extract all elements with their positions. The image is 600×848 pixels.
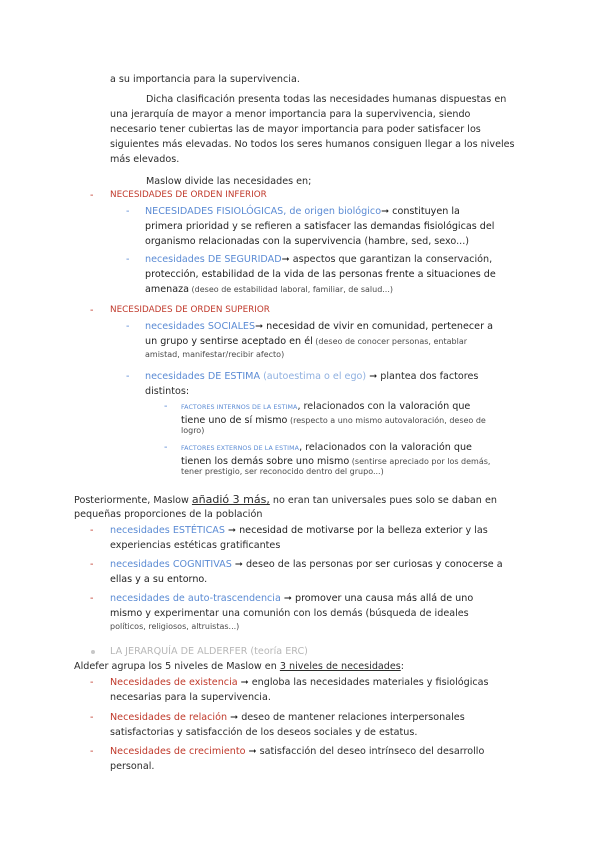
intro-line-7: Maslow divide las necesidades en; bbox=[146, 176, 312, 187]
relacion-label: Necesidades de relación bbox=[110, 712, 228, 723]
dash-marker: - bbox=[90, 677, 94, 688]
seguridad-line-2: protección, estabilidad de la vida de las personas frente a situaciones de bbox=[145, 269, 496, 280]
auto-line-1: necesidades de auto-trascendencia ➞ promover una causa más allá de uno bbox=[110, 593, 474, 604]
relacion-line-1: Necesidades de relación ➞ deseo de mantener relaciones interpersonales bbox=[110, 712, 465, 723]
auto-line-3: políticos, religiosos, altruistas...) bbox=[110, 622, 240, 631]
dash-marker: - bbox=[126, 254, 130, 265]
seguridad-label: necesidades DE SEGURIDAD bbox=[145, 254, 282, 265]
existencia-line-1: Necesidades de existencia ➞ engloba las necesidades materiales y fisiológicas bbox=[110, 677, 489, 688]
cognitivas-line-1: necesidades COGNITIVAS ➞ deseo de las personas por ser curiosas y conocerse a bbox=[110, 559, 503, 570]
intro-line-6: más elevados. bbox=[110, 154, 180, 165]
dash-marker: - bbox=[90, 190, 94, 201]
esteticas-line-1: necesidades ESTÉTICAS ➞ necesidad de motivarse por la belleza exterior y las bbox=[110, 525, 488, 536]
intro-line-1: a su importancia para la supervivencia. bbox=[110, 74, 300, 85]
dash-marker: - bbox=[90, 525, 94, 536]
dash-marker: - bbox=[90, 712, 94, 723]
seguridad-line-1: necesidades DE SEGURIDAD➞ aspectos que garantizan la conservación, bbox=[145, 254, 493, 265]
existencia-label: Necesidades de existencia bbox=[110, 677, 238, 688]
fisio-line-3: organismo relacionadas con la supervivencia (hambre, sed, sexo...) bbox=[145, 236, 470, 247]
alderfer-intro: Aldefer agrupa los 5 niveles de Maslow en 3 niveles de necesidades: bbox=[74, 661, 405, 672]
crecimiento-line-1: Necesidades de crecimiento ➞ satisfacción del deseo intrínseco del desarrollo bbox=[110, 746, 485, 757]
factores-externos-label: FACTORES EXTERNOS DE LA ESTIMA bbox=[181, 445, 300, 452]
esteticas-line-2: experiencias estéticas gratificantes bbox=[110, 540, 281, 551]
dash-marker: - bbox=[164, 401, 168, 412]
esteticas-label: necesidades ESTÉTICAS bbox=[110, 525, 225, 536]
dash-marker: - bbox=[126, 371, 130, 382]
intro-line-5: siguientes más elevadas. No todos los seres humanos consiguen llegar a los niveles bbox=[110, 139, 515, 150]
crecimiento-line-2: personal. bbox=[110, 761, 155, 772]
internos-line-2: tiene uno de sí mismo (respecto a uno mismo autovaloración, deseo de bbox=[181, 415, 486, 426]
factores-internos-label: FACTORES INTERNOS DE LA ESTIMA bbox=[181, 404, 298, 411]
fisio-line-2: primera prioridad y se refieren a satisfacer las demandas fisiológicas del bbox=[145, 221, 495, 232]
fisio-label: NECESIDADES FISIOLÓGICAS, de origen biológico bbox=[145, 206, 382, 217]
intro-line-4: necesario tener cubiertas las de mayor importancia para poder satisfacer los bbox=[110, 124, 481, 135]
estima-line-1: necesidades DE ESTIMA (autoestima o el ego) ➞ plantea dos factores bbox=[145, 371, 479, 382]
sociales-line-3: amistad, manifestar/recibir afecto) bbox=[145, 350, 285, 359]
dash-marker: - bbox=[126, 321, 130, 332]
posterior-line-1: Posteriormente, Maslow añadió 3 más, no eran tan universales pues solo se daban en bbox=[74, 493, 497, 506]
dash-marker: - bbox=[126, 206, 130, 217]
internos-line-1: FACTORES INTERNOS DE LA ESTIMA, relacionados con la valoración que bbox=[181, 401, 471, 412]
crecimiento-label: Necesidades de crecimiento bbox=[110, 746, 246, 757]
existencia-line-2: necesarias para la supervivencia. bbox=[110, 692, 271, 703]
cognitivas-label: necesidades COGNITIVAS bbox=[110, 559, 232, 570]
heading-orden-inferior: NECESIDADES DE ORDEN INFERIOR bbox=[110, 190, 267, 200]
sociales-line-2: un grupo y sentirse aceptado en él (deseo de conocer personas, entablar bbox=[145, 336, 468, 347]
alderfer-heading: LA JERARQUÍA DE ALDERFER (teoría ERC) bbox=[110, 646, 308, 657]
externos-line-1: FACTORES EXTERNOS DE LA ESTIMA, relacionados con la valoración que bbox=[181, 442, 472, 453]
externos-line-3: tener prestigio, ser reconocido dentro del grupo...) bbox=[181, 467, 384, 476]
dash-marker: - bbox=[90, 305, 94, 316]
dash-marker: - bbox=[90, 559, 94, 570]
dash-marker: - bbox=[90, 593, 94, 604]
auto-line-2: mismo y experimentar una comunión con los demás (búsqueda de ideales bbox=[110, 608, 469, 619]
cognitivas-line-2: ellas y a su entorno. bbox=[110, 574, 208, 585]
intro-line-3: una jerarquía de mayor a menor importancia para la supervivencia, siendo bbox=[110, 109, 471, 120]
seguridad-line-3: amenaza (deseo de estabilidad laboral, familiar, de salud...) bbox=[145, 284, 394, 295]
sociales-label: necesidades SOCIALES bbox=[145, 321, 256, 332]
estima-label: necesidades DE ESTIMA bbox=[145, 371, 261, 382]
externos-line-2: tienen los demás sobre uno mismo (sentirse apreciado por los demás, bbox=[181, 456, 491, 467]
relacion-line-2: satisfactorias y satisfacción de los deseos sociales y de estatus. bbox=[110, 727, 418, 738]
dash-marker: - bbox=[164, 442, 168, 453]
dash-marker: - bbox=[90, 746, 94, 757]
posterior-line-2: pequeñas proporciones de la población bbox=[74, 509, 263, 520]
fisio-line-1: NECESIDADES FISIOLÓGICAS, de origen biológico➞ constituyen la bbox=[145, 206, 460, 217]
sociales-line-1: necesidades SOCIALES➞ necesidad de vivir en comunidad, pertenecer a bbox=[145, 321, 493, 332]
bullet-icon bbox=[91, 650, 95, 654]
intro-line-2: Dicha clasificación presenta todas las necesidades humanas dispuestas en bbox=[146, 94, 507, 105]
estima-line-2: distintos: bbox=[145, 386, 190, 397]
internos-line-3: logro) bbox=[181, 426, 205, 435]
auto-trascendencia-label: necesidades de auto-trascendencia bbox=[110, 593, 281, 604]
heading-orden-superior: NECESIDADES DE ORDEN SUPERIOR bbox=[110, 305, 270, 315]
